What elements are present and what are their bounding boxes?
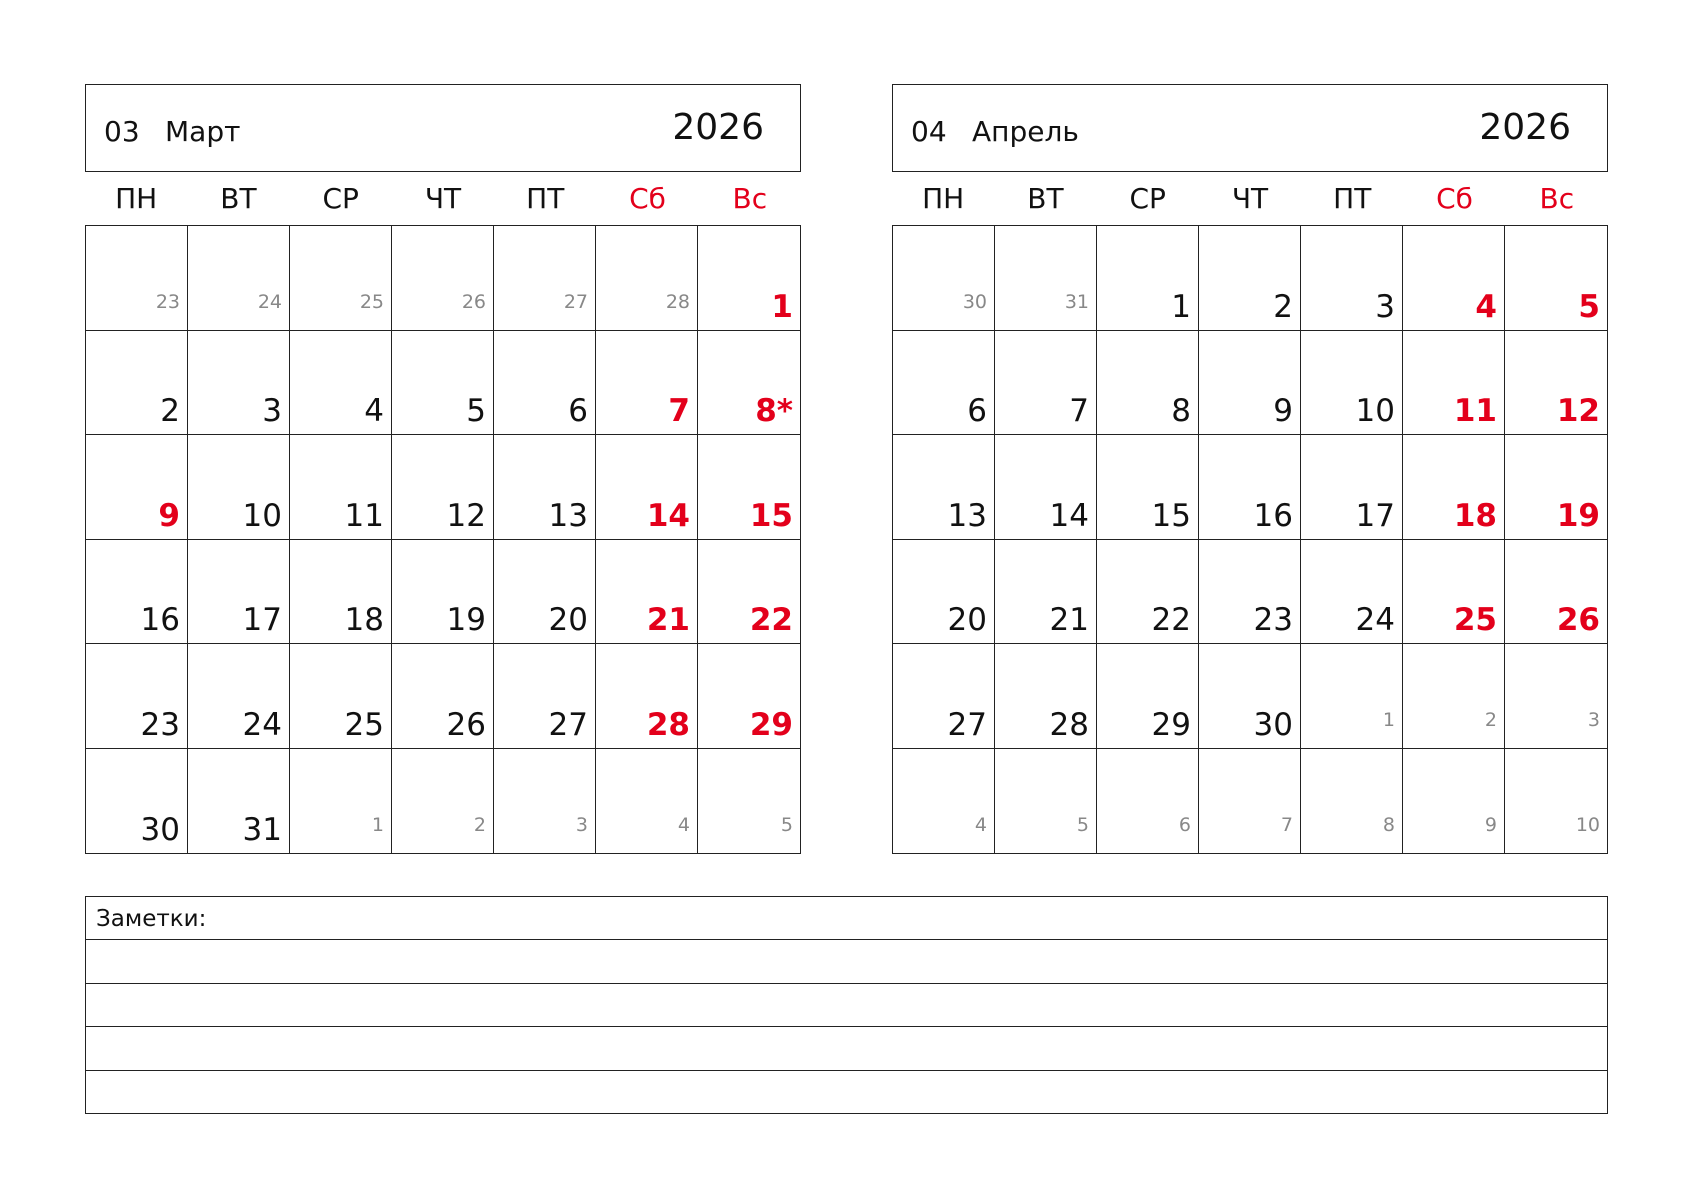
weekday-label: ВТ (220, 182, 257, 215)
day-cell[interactable] (596, 435, 698, 540)
day-number: 14 (646, 497, 690, 534)
day-number: 27 (947, 706, 987, 743)
day-cell[interactable] (188, 331, 290, 436)
day-cell[interactable] (893, 331, 995, 436)
day-number: 6 (1178, 814, 1191, 836)
day-cell[interactable] (893, 226, 995, 331)
weekday-label: ПН (922, 182, 965, 215)
day-number: 5 (1076, 814, 1089, 836)
day-number: 7 (668, 393, 690, 429)
weekday-label: ПН (115, 182, 158, 215)
weekday-header (892, 172, 1608, 225)
day-cell[interactable] (1505, 435, 1607, 540)
day-number: 25 (359, 290, 384, 313)
day-cell[interactable] (698, 540, 800, 645)
day-number: 28 (665, 290, 690, 313)
day-number: 4 (1475, 288, 1497, 325)
month-number: 03 (104, 115, 140, 148)
day-cell[interactable] (494, 331, 596, 436)
day-number: 16 (1253, 497, 1293, 534)
day-cell[interactable] (1505, 331, 1607, 436)
day-number: 23 (155, 290, 180, 313)
day-number: 27 (548, 706, 588, 743)
day-number: 29 (749, 706, 793, 743)
day-number: 10 (242, 497, 282, 534)
day-cell[interactable] (392, 644, 494, 749)
day-cell[interactable] (1301, 435, 1403, 540)
day-number: 18 (1453, 497, 1497, 534)
day-number: 7 (1069, 393, 1089, 429)
day-cell[interactable] (86, 435, 188, 540)
day-number: 1 (771, 288, 793, 325)
day-cell[interactable] (494, 644, 596, 749)
day-cell[interactable] (1403, 435, 1505, 540)
day-cell[interactable] (995, 644, 1097, 749)
day-number: 21 (646, 602, 690, 638)
day-cell[interactable] (86, 540, 188, 645)
calendar-month-april (892, 84, 1608, 854)
day-number: 2 (473, 814, 486, 836)
weekday-label: ВТ (1027, 182, 1064, 215)
day-number: 25 (1453, 602, 1497, 638)
day-cell[interactable] (392, 540, 494, 645)
day-number: 25 (344, 706, 384, 743)
day-cell[interactable] (290, 644, 392, 749)
day-number: 10 (1355, 393, 1395, 429)
day-number: 31 (242, 812, 282, 848)
day-cell[interactable] (1403, 540, 1505, 645)
day-cell[interactable] (494, 226, 596, 331)
day-number: 23 (1253, 602, 1293, 638)
day-number: 9 (158, 497, 180, 534)
day-cell[interactable] (1199, 749, 1301, 854)
day-cell[interactable] (392, 331, 494, 436)
day-cell[interactable] (86, 226, 188, 331)
month-year: 2026 (1479, 107, 1571, 148)
day-number: 8 (1171, 393, 1191, 429)
day-cell[interactable] (1199, 540, 1301, 645)
notes-box[interactable] (85, 896, 1608, 1114)
day-number: 9 (1484, 814, 1497, 836)
day-cell[interactable] (1505, 644, 1607, 749)
day-cell[interactable] (290, 226, 392, 331)
notes-line[interactable] (86, 1027, 1607, 1070)
notes-line[interactable] (86, 1071, 1607, 1114)
day-cell[interactable] (392, 435, 494, 540)
day-cell[interactable] (494, 749, 596, 854)
day-cell[interactable] (1505, 226, 1607, 331)
day-number: 31 (1064, 290, 1089, 313)
day-cell[interactable] (995, 331, 1097, 436)
day-cell[interactable] (698, 749, 800, 854)
day-number: 24 (257, 290, 282, 313)
day-cell[interactable] (596, 226, 698, 331)
day-number: 11 (1453, 393, 1497, 429)
day-number: 30 (962, 290, 987, 313)
day-cell[interactable] (1097, 749, 1199, 854)
day-number: 12 (446, 497, 486, 534)
day-cell[interactable] (290, 749, 392, 854)
day-number: 1 (1382, 708, 1395, 731)
day-number: 22 (749, 602, 793, 638)
day-cell[interactable] (995, 749, 1097, 854)
day-number: 1 (371, 814, 384, 836)
day-number: 17 (242, 602, 282, 638)
calendar-month-march (85, 84, 801, 854)
weekday-label: ПТ (1333, 182, 1372, 215)
day-cell[interactable] (1301, 749, 1403, 854)
day-number: 18 (344, 602, 384, 638)
day-cell[interactable] (494, 540, 596, 645)
day-number: 5 (466, 393, 486, 429)
day-number: 15 (749, 497, 793, 534)
day-number: 30 (140, 812, 180, 848)
day-cell[interactable] (1505, 540, 1607, 645)
day-number: 2 (1484, 708, 1497, 731)
day-number: 11 (344, 497, 384, 534)
day-cell[interactable] (1403, 749, 1505, 854)
month-number: 04 (911, 115, 947, 148)
day-cell[interactable] (86, 749, 188, 854)
day-number: 13 (947, 497, 987, 534)
day-number: 26 (1556, 602, 1600, 638)
day-cell[interactable] (188, 749, 290, 854)
day-number: 19 (1556, 497, 1600, 534)
day-cell[interactable] (995, 540, 1097, 645)
day-number: 26 (446, 706, 486, 743)
day-cell[interactable] (1199, 435, 1301, 540)
day-number: 6 (568, 393, 588, 429)
day-number: 3 (575, 814, 588, 836)
day-cell[interactable] (86, 331, 188, 436)
day-number: 14 (1049, 497, 1089, 534)
weekday-label: Сб (1436, 182, 1473, 215)
notes-line[interactable] (86, 940, 1607, 983)
month-name: Апрель (972, 115, 1079, 148)
day-cell[interactable] (1301, 644, 1403, 749)
day-cell[interactable] (1097, 644, 1199, 749)
day-cell[interactable] (1097, 331, 1199, 436)
day-number: 21 (1049, 602, 1089, 638)
month-header (892, 84, 1608, 172)
day-number: 2 (160, 393, 180, 429)
day-number: 29 (1151, 706, 1191, 743)
day-cell[interactable] (698, 644, 800, 749)
day-number: 26 (461, 290, 486, 313)
weekday-label: Вс (1539, 182, 1575, 215)
day-number: 3 (1375, 288, 1395, 325)
day-cell[interactable] (1199, 644, 1301, 749)
day-number: 5 (780, 814, 793, 836)
day-cell[interactable] (596, 644, 698, 749)
day-cell[interactable] (1403, 226, 1505, 331)
day-cell[interactable] (893, 749, 995, 854)
month-name: Март (165, 115, 241, 148)
day-number: 24 (1355, 602, 1395, 638)
day-number: 30 (1253, 706, 1293, 743)
day-grid (892, 225, 1608, 854)
day-number: 5 (1578, 288, 1600, 325)
day-number: 19 (446, 602, 486, 638)
day-number: 22 (1151, 602, 1191, 638)
day-cell[interactable] (1097, 226, 1199, 331)
day-number: 27 (563, 290, 588, 313)
month-year: 2026 (672, 107, 764, 148)
day-number: 3 (262, 393, 282, 429)
day-cell[interactable] (392, 226, 494, 331)
day-cell[interactable] (1403, 644, 1505, 749)
day-cell[interactable] (1097, 435, 1199, 540)
day-number: 24 (242, 706, 282, 743)
notes-line[interactable] (86, 984, 1607, 1027)
day-cell[interactable] (1199, 331, 1301, 436)
day-cell[interactable] (188, 644, 290, 749)
day-number: 8 (1382, 814, 1395, 836)
day-number: 28 (646, 706, 690, 743)
day-number: 15 (1151, 497, 1191, 534)
weekday-label: Вс (732, 182, 768, 215)
day-number: 6 (967, 393, 987, 429)
day-cell[interactable] (995, 435, 1097, 540)
day-cell[interactable] (1505, 749, 1607, 854)
day-cell[interactable] (1301, 331, 1403, 436)
month-header (85, 84, 801, 172)
weekday-header (85, 172, 801, 225)
day-number: 7 (1280, 814, 1293, 836)
day-number: 17 (1355, 497, 1395, 534)
day-number: 20 (947, 602, 987, 638)
day-number: 4 (364, 393, 384, 429)
day-number: 2 (1273, 288, 1293, 325)
day-cell[interactable] (1199, 226, 1301, 331)
day-number: 13 (548, 497, 588, 534)
day-cell[interactable] (698, 435, 800, 540)
day-cell[interactable] (596, 749, 698, 854)
weekday-label: ПТ (526, 182, 565, 215)
day-cell[interactable] (188, 540, 290, 645)
day-number: 16 (140, 602, 180, 638)
day-cell[interactable] (188, 435, 290, 540)
day-number: 23 (140, 706, 180, 743)
day-number: 10 (1575, 814, 1600, 836)
day-cell[interactable] (893, 644, 995, 749)
day-number: 8* (755, 393, 793, 429)
day-cell[interactable] (1301, 226, 1403, 331)
day-cell[interactable] (290, 540, 392, 645)
day-cell[interactable] (995, 226, 1097, 331)
day-number: 9 (1273, 393, 1293, 429)
day-cell[interactable] (86, 644, 188, 749)
day-cell[interactable] (698, 331, 800, 436)
day-cell[interactable] (392, 749, 494, 854)
weekday-label: СР (1129, 182, 1166, 215)
day-number: 4 (677, 814, 690, 836)
day-number: 1 (1171, 288, 1191, 325)
day-cell[interactable] (1097, 540, 1199, 645)
day-cell[interactable] (1301, 540, 1403, 645)
day-number: 3 (1587, 708, 1600, 731)
weekday-label: ЧТ (424, 182, 462, 215)
day-cell[interactable] (893, 435, 995, 540)
notes-line[interactable] (86, 897, 1607, 940)
day-cell[interactable] (1403, 331, 1505, 436)
day-cell[interactable] (494, 435, 596, 540)
day-cell[interactable] (893, 540, 995, 645)
weekday-label: СР (322, 182, 359, 215)
day-number: 28 (1049, 706, 1089, 743)
day-number: 20 (548, 602, 588, 638)
notes-label: Заметки: (96, 906, 207, 932)
day-cell[interactable] (290, 435, 392, 540)
weekday-label: ЧТ (1231, 182, 1269, 215)
weekday-label: Сб (629, 182, 666, 215)
day-cell[interactable] (290, 331, 392, 436)
day-number: 12 (1556, 393, 1600, 429)
day-cell[interactable] (188, 226, 290, 331)
day-number: 4 (974, 814, 987, 836)
day-grid (85, 225, 801, 854)
day-cell[interactable] (698, 226, 800, 331)
day-cell[interactable] (596, 540, 698, 645)
day-cell[interactable] (596, 331, 698, 436)
